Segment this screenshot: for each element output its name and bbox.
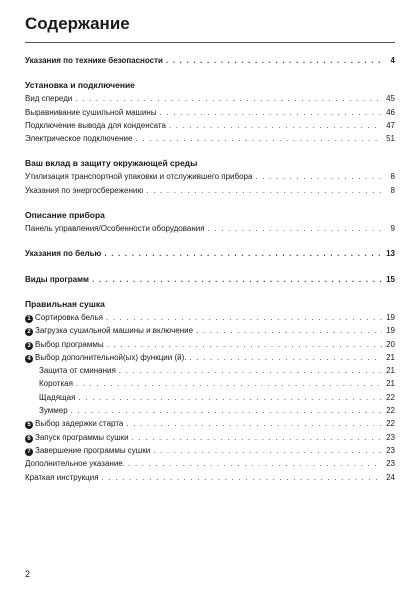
toc-entry-label [25, 311, 103, 324]
page-number: 2 [25, 569, 31, 579]
toc-entry-text: Дополнительное указание. [25, 459, 125, 469]
table-of-contents [25, 54, 395, 484]
toc-entry[interactable] [25, 222, 395, 235]
toc-entry-text: Сортировка белья [35, 312, 103, 322]
toc-entry-label [25, 273, 89, 286]
step-number-icon: 3 [25, 342, 33, 350]
dot-leader [153, 444, 382, 457]
toc-entry-label [25, 377, 73, 390]
dot-leader [255, 170, 382, 183]
section-heading: Правильная сушка [25, 298, 105, 309]
dot-leader [102, 471, 382, 484]
toc-entry-label [25, 222, 205, 235]
toc-entry[interactable] [25, 311, 395, 324]
toc-entry-page: 19 [386, 312, 395, 322]
dot-leader [71, 404, 382, 417]
toc-entry-label [25, 338, 104, 351]
toc-entry-label [25, 444, 150, 457]
toc-entry[interactable] [25, 106, 395, 119]
dot-leader [135, 132, 382, 145]
dot-leader [166, 54, 382, 67]
toc-entry-page: 19 [386, 326, 395, 336]
section-gap [25, 67, 395, 79]
toc-entry-page: 21 [386, 352, 395, 362]
toc-entry-text: Запуск программы сушки [35, 432, 129, 442]
step-number-icon: 6 [25, 435, 33, 443]
toc-entry-text: Защита от сминания [39, 366, 116, 376]
dot-leader [169, 119, 382, 132]
toc-entry[interactable] [25, 184, 395, 197]
step-number-icon: 4 [25, 355, 33, 363]
section-gap [25, 145, 395, 157]
toc-entry-label [25, 404, 68, 417]
toc-entry-page: 20 [386, 339, 395, 349]
toc-entry-text: Загрузка сушильной машины и включение [35, 326, 194, 336]
section-gap [25, 235, 395, 247]
toc-entry-label [25, 457, 125, 470]
dot-leader [128, 457, 382, 470]
dot-leader [78, 391, 382, 404]
dot-leader [208, 222, 382, 235]
toc-entry-label [25, 391, 75, 404]
step-number-icon: 2 [25, 328, 33, 336]
toc-entry-text: Выбор программы [35, 339, 104, 349]
toc-entry[interactable] [25, 377, 395, 390]
toc-entry[interactable] [25, 119, 395, 132]
dot-leader [119, 364, 382, 377]
section-gap [25, 286, 395, 298]
toc-entry-text: Электрическое подключение [25, 134, 133, 144]
dot-leader [132, 431, 382, 444]
dot-leader [106, 311, 382, 324]
dot-leader [160, 106, 382, 119]
toc-entry-label [25, 364, 116, 377]
section-heading: Установка и подключение [25, 80, 135, 91]
toc-entry-text: Указания по технике безопасности [25, 56, 163, 65]
toc-entry-page: 8 [390, 185, 395, 195]
toc-entry-label [25, 351, 186, 364]
toc-entry-page: 21 [386, 379, 395, 389]
toc-entry-page: 46 [386, 107, 395, 117]
toc-entry-page: 22 [386, 419, 395, 429]
dot-leader [76, 377, 382, 390]
toc-entry-page: 22 [386, 406, 395, 416]
toc-entry[interactable] [25, 417, 395, 430]
toc-entry-page: 23 [386, 432, 395, 442]
toc-entry-text: Вид спереди [25, 94, 73, 104]
toc-entry-page: 4 [390, 56, 395, 65]
toc-entry[interactable] [25, 273, 395, 286]
toc-entry-label [25, 119, 166, 132]
toc-entry-text: Выбор дополнительной(ых) функции (й). [35, 352, 187, 362]
toc-entry-page: 9 [390, 224, 395, 234]
toc-entry[interactable] [25, 457, 395, 470]
toc-entry[interactable] [25, 92, 395, 105]
toc-entry-page: 47 [386, 120, 395, 130]
toc-entry-label [25, 324, 193, 337]
step-number-icon: 1 [25, 315, 33, 323]
toc-entry-text: Зуммер [39, 406, 68, 416]
toc-entry-text: Щадящая [39, 392, 76, 402]
title-divider [25, 42, 395, 43]
dot-leader [107, 338, 382, 351]
toc-entry[interactable] [25, 324, 395, 337]
toc-entry-text: Указания по белью [25, 249, 102, 259]
toc-entry[interactable] [25, 471, 395, 484]
toc-entry-page: 22 [386, 392, 395, 402]
toc-entry-label [25, 247, 101, 260]
step-number-icon: 5 [25, 421, 33, 429]
toc-entry-page: 24 [386, 472, 395, 482]
dot-leader [126, 417, 382, 430]
dot-leader [104, 247, 382, 260]
toc-entry-page: 45 [386, 94, 395, 104]
toc-entry-text: Указания по энергосбережению [25, 185, 144, 195]
toc-entry-page: 8 [390, 172, 395, 182]
toc-entry-label [25, 184, 143, 197]
dot-leader [92, 273, 382, 286]
toc-entry[interactable] [25, 338, 395, 351]
toc-entry[interactable] [25, 444, 395, 457]
toc-entry-text: Выбор задержки старта [35, 419, 124, 429]
toc-entry-text: Короткая [39, 379, 73, 389]
toc-entry-label [25, 170, 252, 183]
toc-entry-text: Подключение вывода для конденсата [25, 120, 166, 130]
section-heading: Описание прибора [25, 210, 105, 221]
toc-entry[interactable] [25, 247, 395, 260]
dot-leader [146, 184, 382, 197]
step-number-icon: 7 [25, 448, 33, 456]
toc-entry-label [25, 106, 157, 119]
toc-entry[interactable] [25, 54, 395, 67]
toc-entry-label [25, 471, 99, 484]
toc-entry[interactable] [25, 351, 395, 364]
dot-leader [196, 324, 382, 337]
toc-entry-label [25, 92, 72, 105]
section-heading: Ваш вклад в защиту окружающей среды [25, 158, 198, 169]
toc-entry[interactable] [25, 364, 395, 377]
toc-entry-label [25, 431, 129, 444]
toc-entry-page: 21 [386, 366, 395, 376]
toc-entry-page: 15 [386, 274, 395, 284]
dot-leader [75, 92, 382, 105]
dot-leader [189, 351, 382, 364]
toc-entry[interactable] [25, 391, 395, 404]
toc-entry-text: Виды программ [25, 274, 89, 284]
toc-entry-label [25, 132, 132, 145]
section-gap [25, 261, 395, 273]
toc-entry-text: Завершение программы сушки [35, 445, 151, 455]
toc-entry-text: Утилизация транспортной упаковки и отслужившего прибора [25, 172, 253, 182]
toc-entry[interactable] [25, 404, 395, 417]
toc-entry-label [25, 417, 123, 430]
toc-entry-text: Выравнивание сушильной машины [25, 107, 157, 117]
toc-entry[interactable] [25, 132, 395, 145]
page-title: Содержание [25, 14, 130, 33]
section-gap [25, 197, 395, 209]
toc-entry-text: Панель управления/Особенности оборудования [25, 224, 205, 234]
toc-entry-text: Краткая инструкция [25, 472, 99, 482]
toc-entry[interactable] [25, 431, 395, 444]
toc-entry-page: 13 [386, 249, 395, 259]
toc-entry-label [25, 54, 163, 67]
toc-entry[interactable] [25, 170, 395, 183]
toc-entry-page: 23 [386, 459, 395, 469]
toc-entry-page: 23 [386, 445, 395, 455]
toc-entry-page: 51 [386, 134, 395, 144]
